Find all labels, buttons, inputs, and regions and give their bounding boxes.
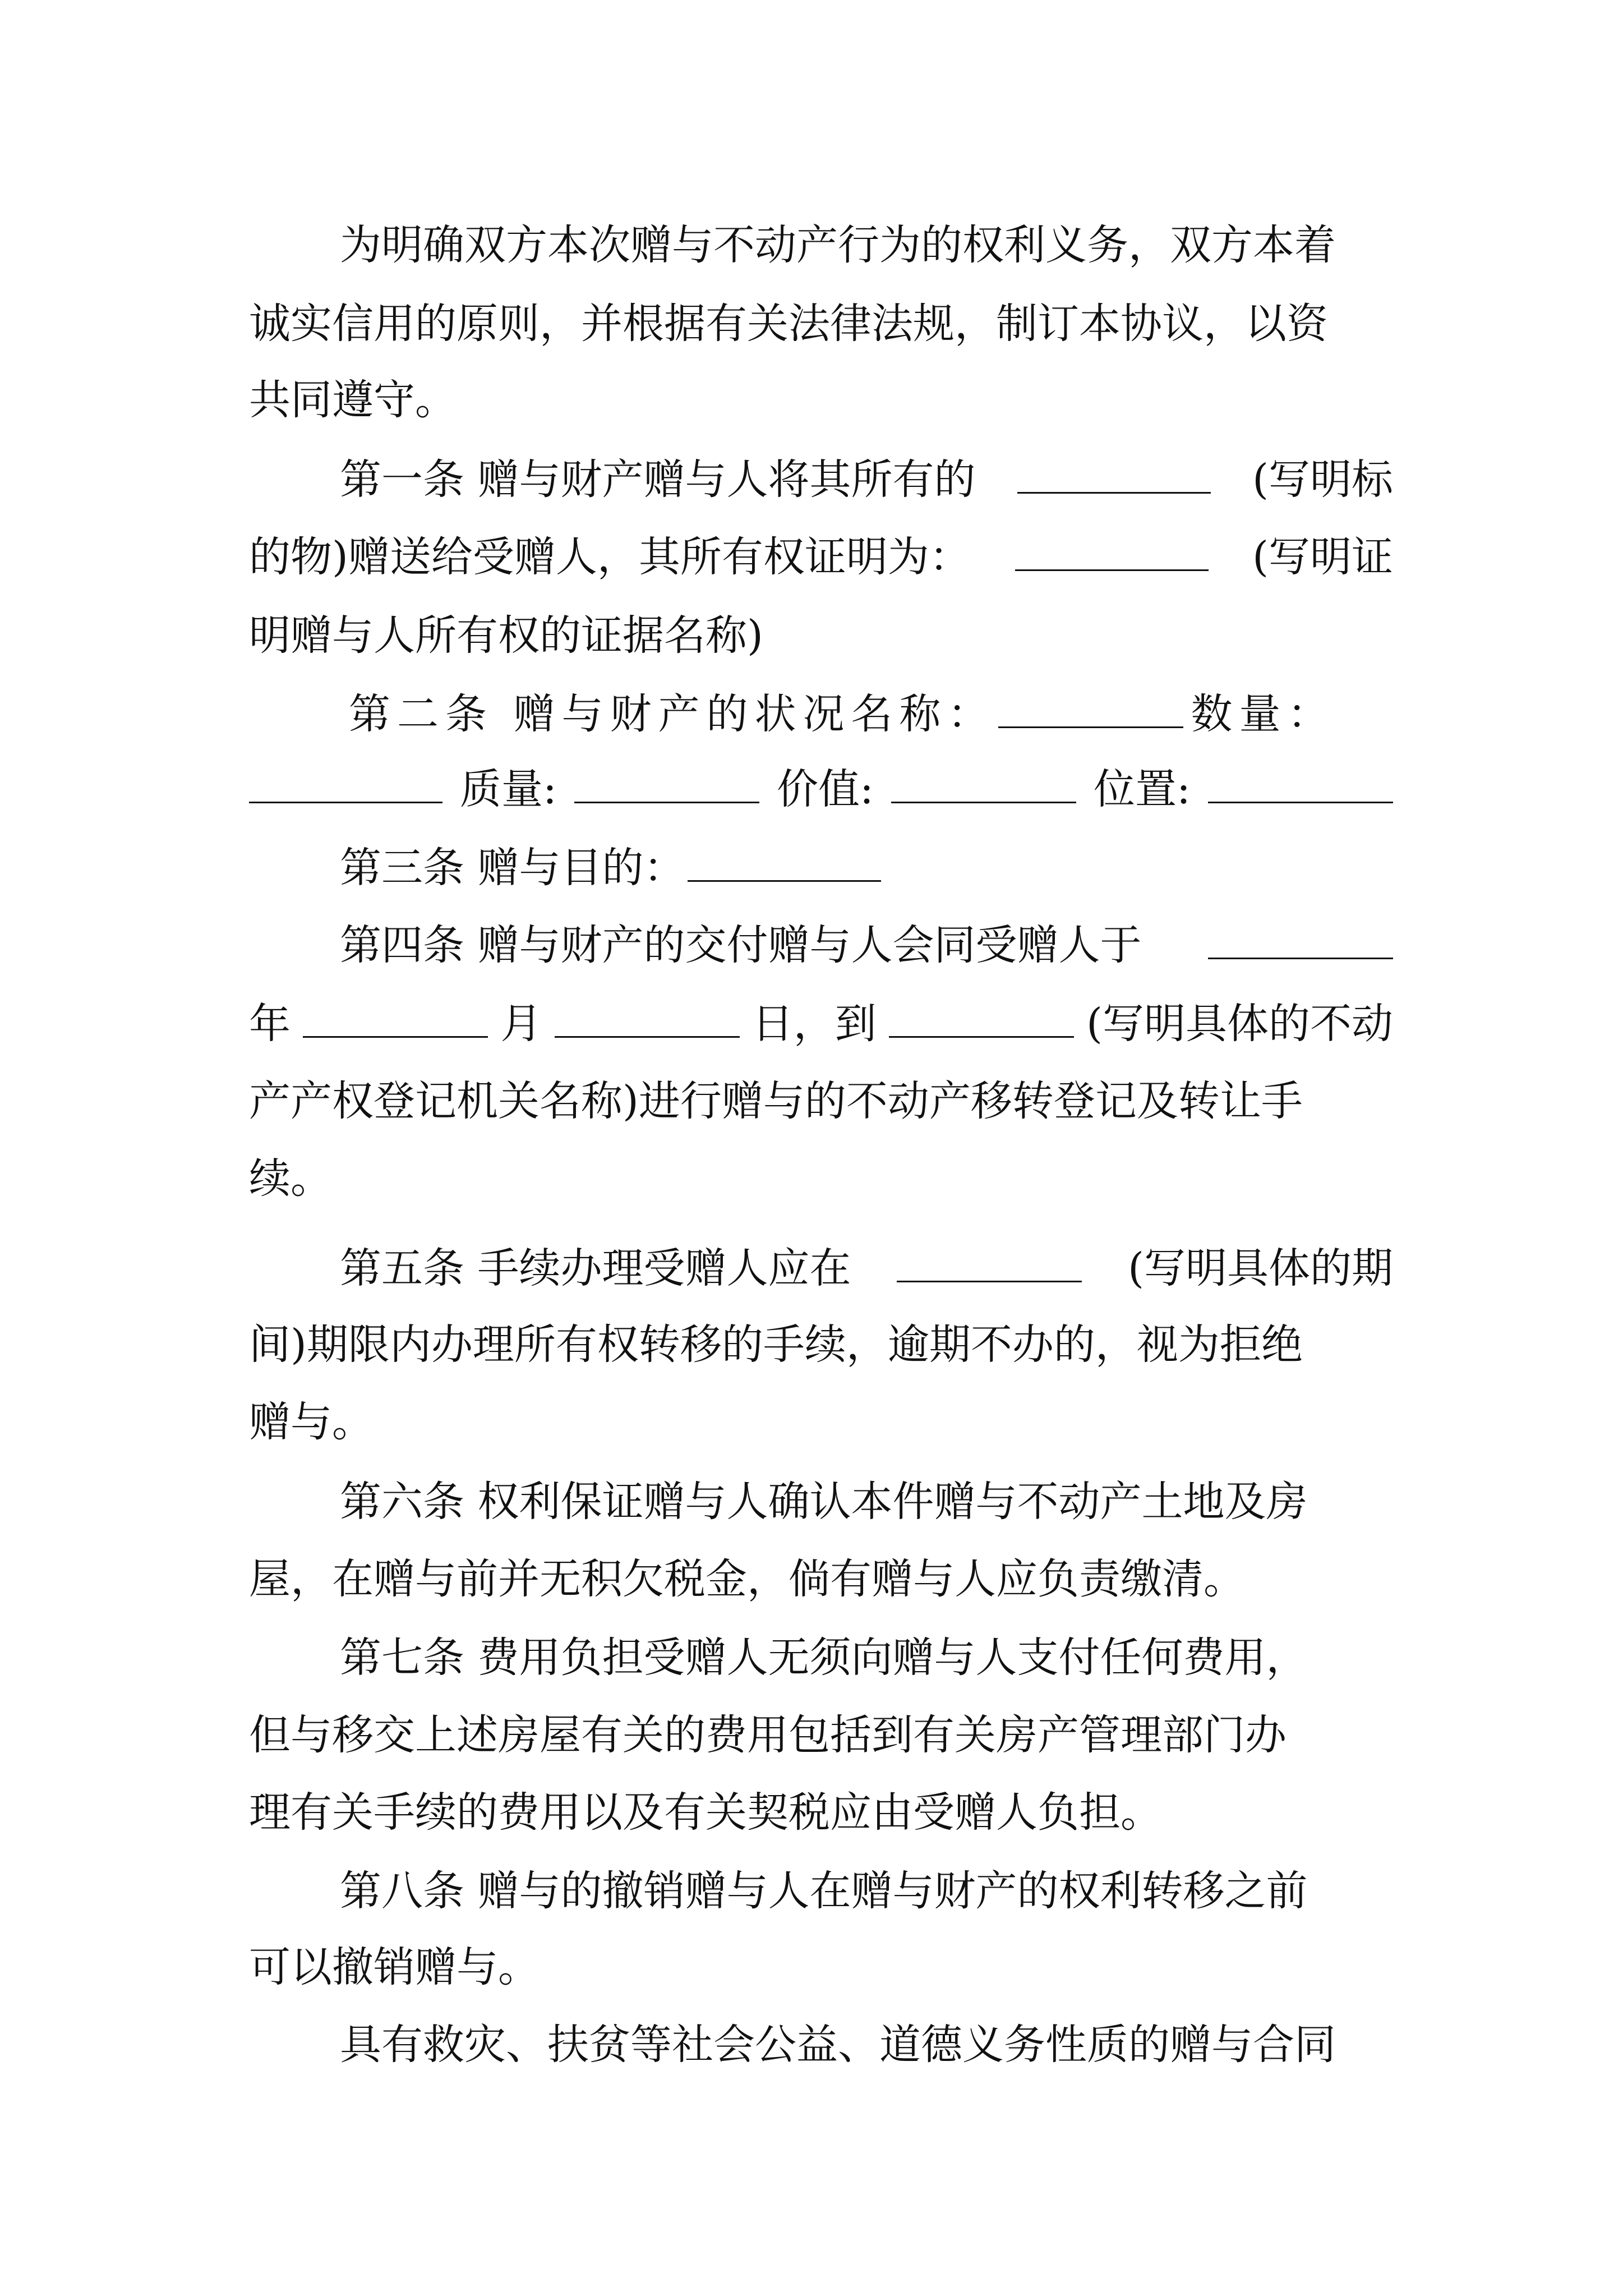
article-5-line-1 — [249, 1232, 1393, 1305]
quantity-blank[interactable] — [249, 762, 442, 803]
article-4-text-b: 年 — [249, 1000, 291, 1048]
article-3-text-a: 第三条 赠与目的： — [340, 844, 685, 892]
location-blank[interactable] — [1208, 762, 1393, 803]
ownership-proof-blank[interactable] — [1015, 530, 1209, 571]
article-1-text-a: 第一条 赠与财产赠与人将其所有的 — [340, 455, 976, 504]
intro-text-3: 共同遵守。 — [249, 376, 457, 424]
article-4-text-c: 月 — [500, 1000, 542, 1048]
intro-line-1 — [249, 209, 1393, 282]
period-blank[interactable] — [897, 1241, 1082, 1282]
final-paragraph-text-a: 具有救灾、扶贫等社会公益、道德义务性质的赠与合同 — [340, 2021, 1336, 2069]
intro-line-2 — [249, 287, 1393, 360]
article-7-line-1 — [249, 1621, 1393, 1694]
article-3-line-1 — [249, 831, 1393, 904]
intro-text-2: 诚实信用的原则，并根据有关法律法规，制订本协议，以资 — [249, 300, 1328, 348]
article-4-line-3 — [249, 1065, 1393, 1138]
name-blank[interactable] — [998, 687, 1183, 728]
article-5-line-2 — [249, 1308, 1393, 1381]
article-5-text-a: 第五条 手续办理受赠人应在 — [340, 1244, 851, 1292]
article-4-text-f: 产产权登记机关名称)进行赠与的不动产移转登记及转让手 — [249, 1077, 1303, 1125]
article-1-line-3 — [249, 599, 1393, 672]
article-5-text-b: (写明具体的期 — [1128, 1244, 1393, 1292]
article-6-text-a: 第六条 权利保证赠与人确认本件赠与不动产土地及房 — [340, 1478, 1308, 1526]
article-7-text-c: 理有关手续的费用以及有关契税应由受赠人负担。 — [249, 1788, 1162, 1837]
value-blank[interactable] — [891, 762, 1076, 803]
final-paragraph-line-1 — [249, 2008, 1393, 2081]
article-2-text-c: 质量: — [460, 765, 557, 813]
article-4-text-a: 第四条 赠与财产的交付赠与人会同受赠人于 — [340, 921, 1142, 969]
article-2-text-b: 数量： — [1191, 690, 1336, 738]
article-1-line-2 — [249, 521, 1393, 593]
article-6-text-b: 屋，在赠与前并无积欠税金，倘有赠与人应负责缴清。 — [249, 1555, 1245, 1603]
article-4-line-1 — [249, 909, 1393, 982]
article-4-line-4 — [249, 1142, 1393, 1215]
article-4-text-e: (写明具体的不动 — [1086, 1000, 1393, 1048]
registration-office-blank[interactable] — [889, 997, 1074, 1038]
article-8-text-a: 第八条 赠与的撤销赠与人在赠与财产的权利转移之前 — [340, 1867, 1308, 1915]
article-5-text-c: 间)期限内办理所有权转移的手续，逾期不办的，视为拒绝 — [249, 1320, 1303, 1369]
article-2-text-a: 第二条 赠与财产的状况名称： — [349, 690, 996, 738]
article-6-line-1 — [249, 1465, 1393, 1538]
year-blank[interactable] — [1208, 918, 1393, 959]
article-1-line-1 — [249, 443, 1393, 516]
article-7-line-2 — [249, 1699, 1393, 1772]
article-8-line-1 — [249, 1855, 1393, 1927]
purpose-blank[interactable] — [688, 841, 881, 882]
article-2-text-e: 位置: — [1094, 765, 1191, 813]
article-7-text-a: 第七条 费用负担受赠人无须向赠与人支付任何费用， — [340, 1634, 1308, 1682]
article-2-line-1 — [249, 678, 1393, 751]
article-7-line-3 — [249, 1776, 1393, 1849]
article-2-line-2 — [249, 753, 1393, 826]
intro-text-1: 为明确双方本次赠与不动产行为的权利义务，双方本着 — [340, 221, 1336, 269]
article-5-text-d: 赠与。 — [249, 1398, 374, 1446]
intro-line-3 — [249, 364, 1393, 436]
quality-blank[interactable] — [574, 762, 759, 803]
article-4-text-g: 续。 — [249, 1154, 332, 1203]
month-blank[interactable] — [303, 997, 488, 1038]
article-5-line-3 — [249, 1386, 1393, 1458]
article-1-text-c: 的物)赠送给受赠人，其所有权证明为： — [249, 533, 971, 581]
article-4-text-d: 日，到 — [751, 1000, 877, 1048]
article-2-text-d: 价值: — [777, 765, 874, 813]
article-4-line-2 — [249, 987, 1393, 1060]
article-1-text-e: 明赠与人所有权的证据名称) — [249, 611, 763, 660]
subject-matter-blank[interactable] — [1017, 453, 1211, 494]
article-1-text-b: (写明标 — [1252, 455, 1393, 504]
article-7-text-b: 但与移交上述房屋有关的费用包括到有关房产管理部门办 — [249, 1711, 1287, 1759]
day-blank[interactable] — [555, 997, 740, 1038]
article-6-line-2 — [249, 1543, 1393, 1616]
article-1-text-d: (写明证 — [1252, 533, 1393, 581]
article-8-line-2 — [249, 1931, 1393, 2004]
article-8-text-b: 可以撤销赠与。 — [249, 1943, 540, 1991]
